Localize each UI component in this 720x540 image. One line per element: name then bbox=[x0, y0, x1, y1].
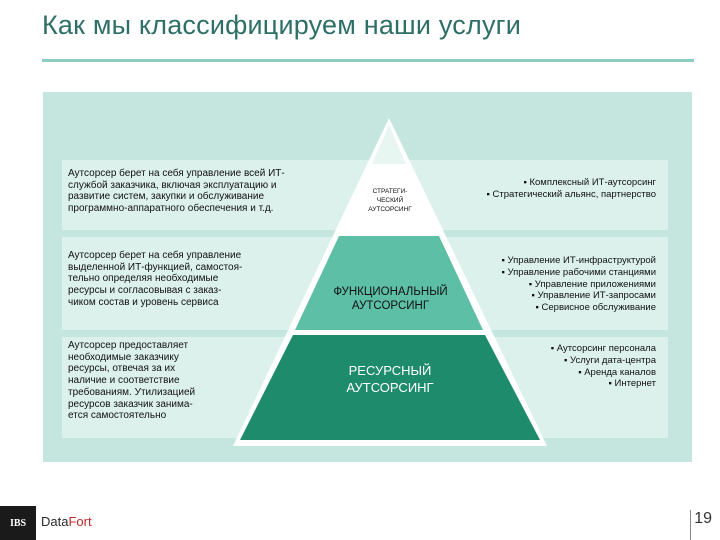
service-item: ▪ Управление ИТ-запросами bbox=[531, 290, 656, 302]
service-item: ▪ Аренда каналов bbox=[578, 366, 656, 378]
service-item: ▪ Управление рабочими станциями bbox=[501, 266, 656, 278]
service-item: ▪ Сервисное обслуживание bbox=[535, 302, 656, 314]
tier-label-functional: ФУНКЦИОНАЛЬНЫЙ АУТСОРСИНГ bbox=[333, 286, 448, 312]
service-item: ▪ Управление ИТ-инфраструктурой bbox=[501, 255, 656, 266]
ibs-logo: IBS bbox=[0, 506, 36, 540]
service-item: ▪ Интернет bbox=[608, 378, 656, 390]
datafort-logo bbox=[41, 514, 92, 529]
service-item: ▪ Аутсорсинг персонала bbox=[550, 343, 656, 354]
service-item: ▪ Управление приложениями bbox=[528, 278, 656, 290]
tier-label-resource: РЕСУРСНЫЙ АУТСОРСИНГ bbox=[346, 363, 434, 395]
services-list-functional bbox=[501, 255, 656, 314]
datafort-logo-suffix: Fort bbox=[68, 514, 92, 529]
service-item: ▪ Стратегический альянс, партнерство bbox=[486, 188, 656, 200]
tier-label-strategic: СТРАТЕГИ- ЧЕСКИЙ АУТСОРСИНГ bbox=[368, 188, 412, 213]
tier-description-resource: Аутсорсер предоставляет необходимые заказчику ресурсы, отвечая за их наличие и соответствие требованиям. Утилизацией ресурсов заказчик занима- ется самостоятельно bbox=[68, 340, 196, 422]
datafort-logo-prefix: Data bbox=[41, 514, 69, 529]
services-list-resource bbox=[551, 343, 656, 390]
pyramid-tier-functional bbox=[295, 236, 483, 330]
service-item: ▪ Услуги дата-центра bbox=[564, 354, 656, 366]
page-number: 19 bbox=[694, 510, 712, 527]
services-list-strategic bbox=[487, 177, 656, 201]
tier-description-functional: Аутсорсер берет на себя управление выделенной ИТ-функцией, самостоя- тельно определяя необходимые ресурсы и согласовывая с заказ- чиком состав и уровень сервиса bbox=[68, 250, 243, 308]
slide-title: Как мы классифицируем наши услуги bbox=[42, 10, 521, 40]
tier-description-strategic: Аутсорсер берет на себя управление всей ИТ- службой заказчика, включая эксплуатацию и развитие систем, закупки и обслуживание программно-аппаратного обеспечения и т.д. bbox=[68, 168, 285, 215]
footer-divider bbox=[690, 510, 691, 540]
service-item: ▪ Комплексный ИТ-аутсорсинг bbox=[523, 177, 656, 188]
